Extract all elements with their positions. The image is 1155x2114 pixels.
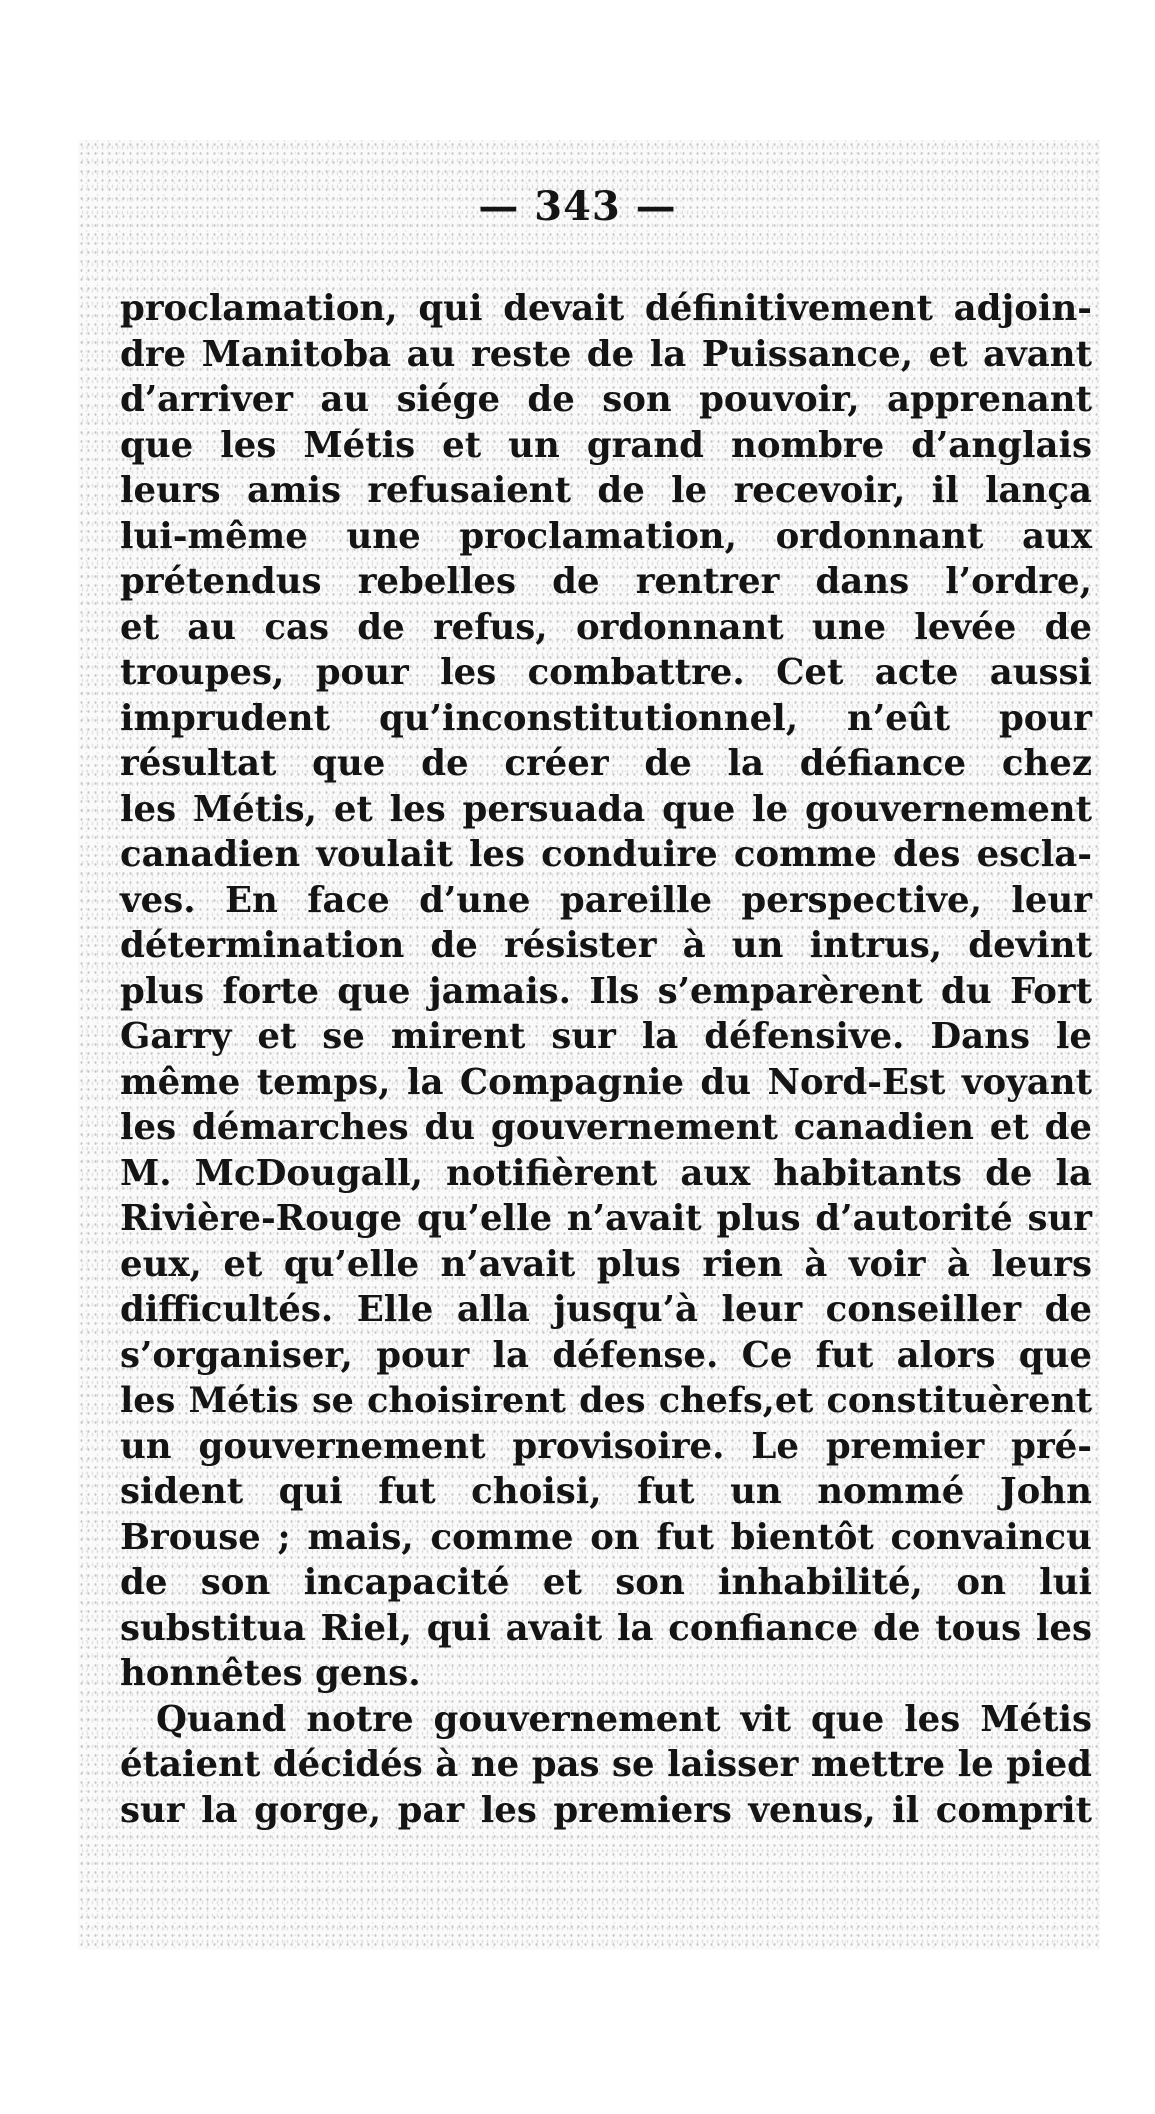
text-line: Garry et se mirent sur la défensive. Dans le bbox=[120, 1016, 1092, 1057]
text-line: résultat que de créer de la défiance chez bbox=[120, 743, 1092, 784]
text-line: sur la gorge, par les premiers venus, il comprit bbox=[120, 1789, 1092, 1831]
text-line: difficultés. Elle alla jusqu’à leur conseiller de bbox=[120, 1289, 1092, 1330]
text-line: ves. En face d’une pareille perspective, leur bbox=[120, 879, 1092, 921]
text-line: d’arriver au siége de son pouvoir, apprenant bbox=[120, 379, 1092, 420]
text-line: et au cas de refus, ordonnant une levée de bbox=[120, 606, 1092, 648]
text-line: même temps, la Compagnie du Nord-Est voyant bbox=[120, 1061, 1092, 1103]
text-line: un gouvernement provisoire. Le premier pré- bbox=[120, 1425, 1092, 1467]
text-line: leurs amis refusaient de le recevoir, il lança bbox=[120, 470, 1092, 511]
paragraph-start-line: Quand notre gouvernement vit que les Métis bbox=[156, 1698, 1092, 1740]
text-line: plus forte que jamais. Ils s’emparèrent du Fort bbox=[120, 970, 1092, 1012]
text-line: imprudent qu’inconstitutionnel, n’eût pour bbox=[120, 697, 1092, 739]
text-line: substitua Riel, qui avait la confiance de tous les bbox=[120, 1607, 1092, 1649]
text-line: les démarches du gouvernement canadien et de bbox=[120, 1107, 1092, 1148]
text-line: prétendus rebelles de rentrer dans l’ordre, bbox=[120, 561, 1092, 602]
text-line: troupes, pour les combattre. Cet acte aussi bbox=[120, 652, 1092, 693]
text-line: dre Manitoba au reste de la Puissance, et avant bbox=[120, 333, 1092, 375]
text-line: Rivière-Rouge qu’elle n’avait plus d’autorité sur bbox=[120, 1198, 1092, 1239]
text-line: les Métis, et les persuada que le gouvernement bbox=[120, 788, 1092, 830]
text-line: détermination de résister à un intrus, devint bbox=[120, 925, 1092, 966]
text-line: canadien voulait les conduire comme des escla- bbox=[120, 834, 1092, 875]
text-line: s’organiser, pour la défense. Ce fut alors que bbox=[120, 1334, 1092, 1376]
text-line: eux, et qu’elle n’avait plus rien à voir à leurs bbox=[120, 1243, 1092, 1285]
text-line: proclamation, qui devait définitivement adjoin- bbox=[120, 288, 1092, 329]
text-line: Brouse ; mais, comme on fut bientôt convaincu bbox=[120, 1516, 1092, 1558]
text-line: les Métis se choisirent des chefs,et constituèrent bbox=[120, 1380, 1092, 1421]
text-line: étaient décidés à ne pas se laisser mettre le pied bbox=[120, 1744, 1092, 1785]
body-text bbox=[120, 286, 1092, 1833]
text-line: M. McDougall, notifièrent aux habitants de la bbox=[120, 1152, 1092, 1194]
text-line: lui-même une proclamation, ordonnant aux bbox=[120, 515, 1092, 557]
page-number: — 343 — bbox=[478, 183, 677, 230]
paragraph-end-line: honnêtes gens. bbox=[120, 1653, 421, 1694]
text-line: de son incapacité et son inhabilité, on lui bbox=[120, 1562, 1092, 1603]
text-line: que les Métis et un grand nombre d’anglais bbox=[120, 424, 1092, 466]
text-line: sident qui fut choisi, fut un nommé John bbox=[120, 1471, 1092, 1512]
